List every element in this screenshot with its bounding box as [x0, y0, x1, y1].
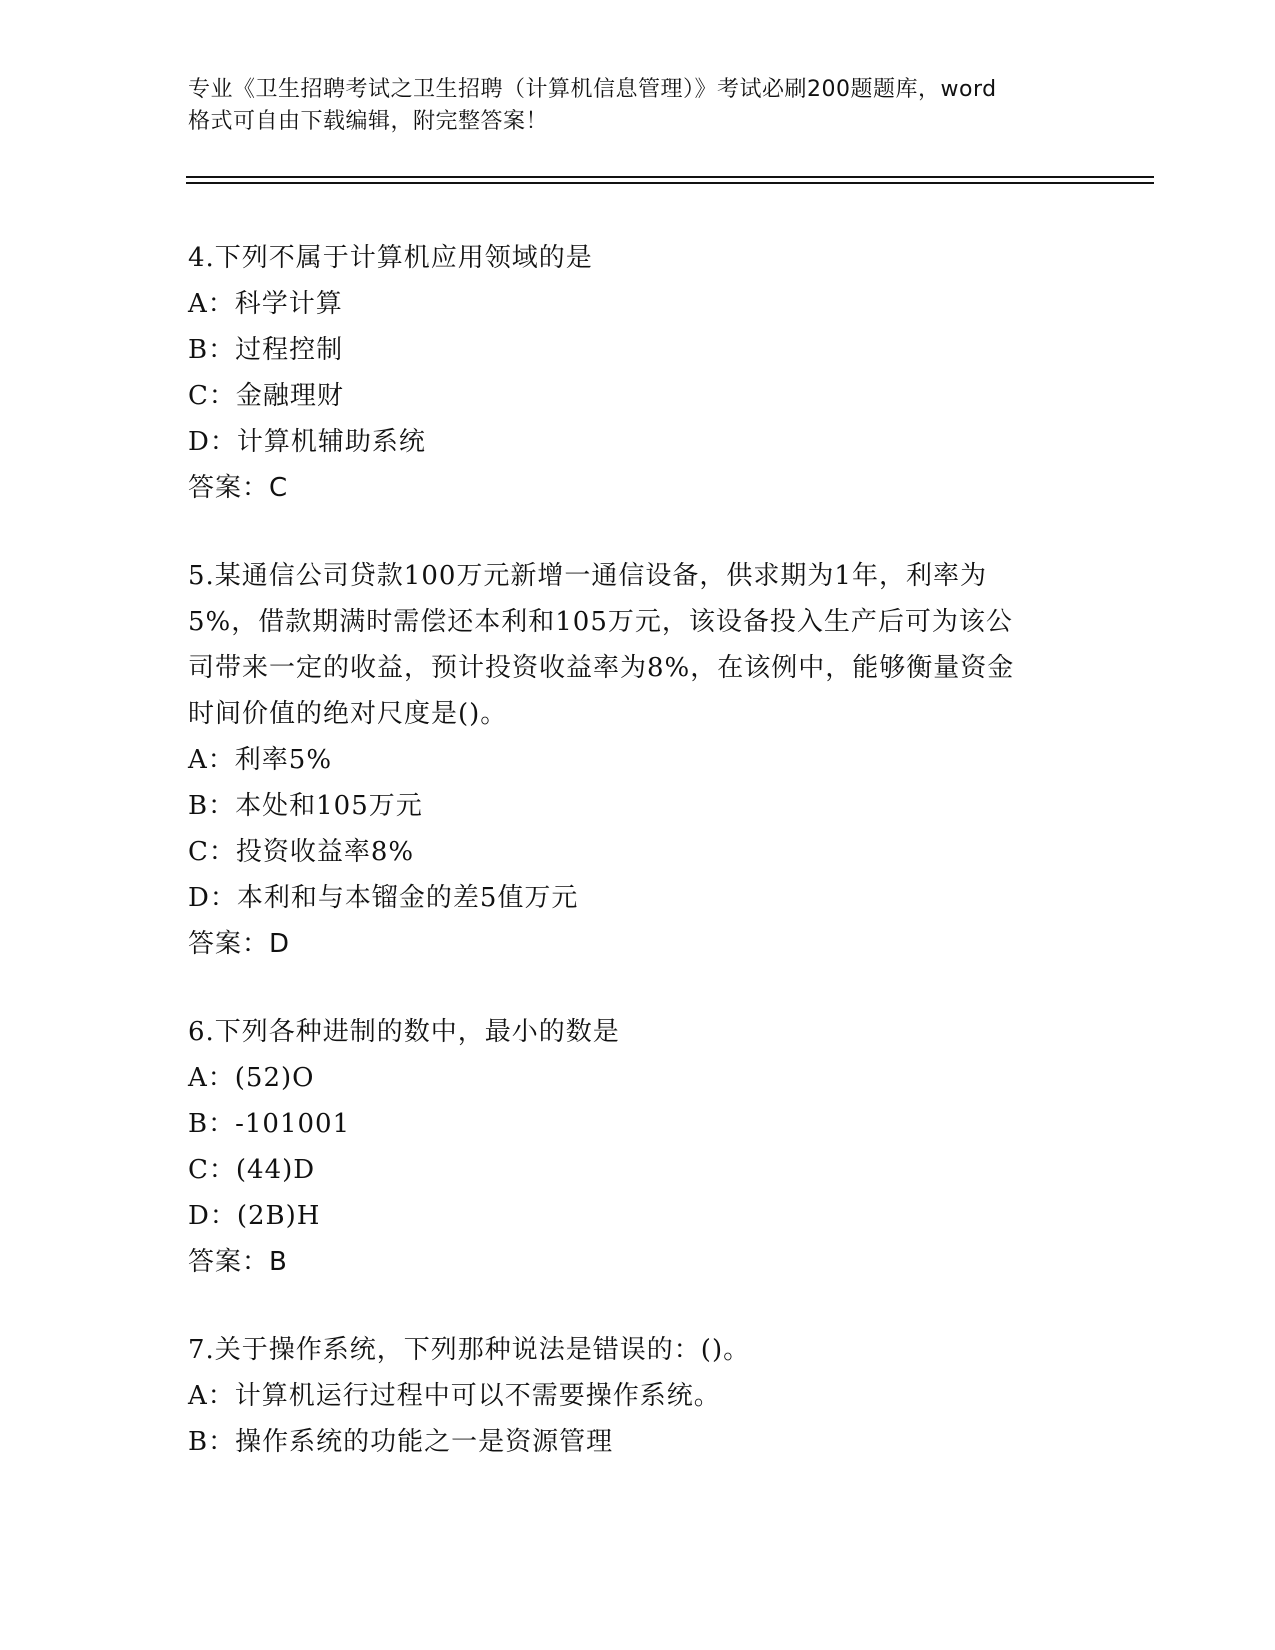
- option-a: A：(52)O: [188, 1063, 315, 1093]
- option-a: A：科学计算: [188, 289, 343, 319]
- question-stem: [188, 553, 1088, 737]
- question-stem: [188, 1009, 1088, 1055]
- question-stem: [188, 235, 1088, 281]
- document-header: [188, 74, 1088, 138]
- stem-line: 6.下列各种进制的数中，最小的数是: [188, 1017, 620, 1047]
- answer: 答案：D: [188, 929, 291, 959]
- question-5: [188, 553, 1088, 967]
- stem-line: 4.下列不属于计算机应用领域的是: [188, 243, 593, 273]
- header-rule-bottom: [186, 182, 1154, 184]
- stem-line: 司带来一定的收益，预计投资收益率为8%，在该例中，能够衡量资金: [188, 653, 1015, 683]
- option-a: A：计算机运行过程中可以不需要操作系统。: [188, 1381, 721, 1411]
- answer: 答案：C: [188, 473, 289, 503]
- option-b: B：本处和105万元: [188, 791, 423, 821]
- option-c: C：金融理财: [188, 381, 344, 411]
- stem-line: 时间价值的绝对尺度是()。: [188, 699, 508, 729]
- question-7: [188, 1327, 1088, 1465]
- option-c: C：投资收益率8%: [188, 837, 415, 867]
- stem-line: 5.某通信公司贷款100万元新增一通信设备，供求期为1年，利率为: [188, 561, 987, 591]
- answer: 答案：B: [188, 1247, 288, 1277]
- option-d: D：(2B)H: [188, 1201, 321, 1231]
- option-c: C：(44)D: [188, 1155, 316, 1185]
- question-stem: [188, 1327, 1088, 1373]
- question-6: [188, 1009, 1088, 1285]
- option-b: B：操作系统的功能之一是资源管理: [188, 1427, 614, 1457]
- stem-line: 7.关于操作系统，下列那种说法是错误的：()。: [188, 1335, 751, 1365]
- option-d: D：计算机辅助系统: [188, 427, 426, 457]
- header-rule-top: [186, 176, 1154, 178]
- header-line-2: 格式可自由下载编辑，附完整答案！: [188, 109, 549, 134]
- question-4: [188, 235, 1088, 511]
- option-b: B：过程控制: [188, 335, 344, 365]
- stem-line: 5%，借款期满时需偿还本利和105万元，该设备投入生产后可为该公: [188, 607, 1013, 637]
- question-list: [188, 235, 1088, 1507]
- header-line-1: 专业《卫生招聘考试之卫生招聘（计算机信息管理）》考试必刷200题题库，word: [188, 77, 997, 102]
- option-d: D：本利和与本镏金的差5值万元: [188, 883, 579, 913]
- option-a: A：利率5%: [188, 745, 333, 775]
- option-b: B：-101001: [188, 1109, 351, 1139]
